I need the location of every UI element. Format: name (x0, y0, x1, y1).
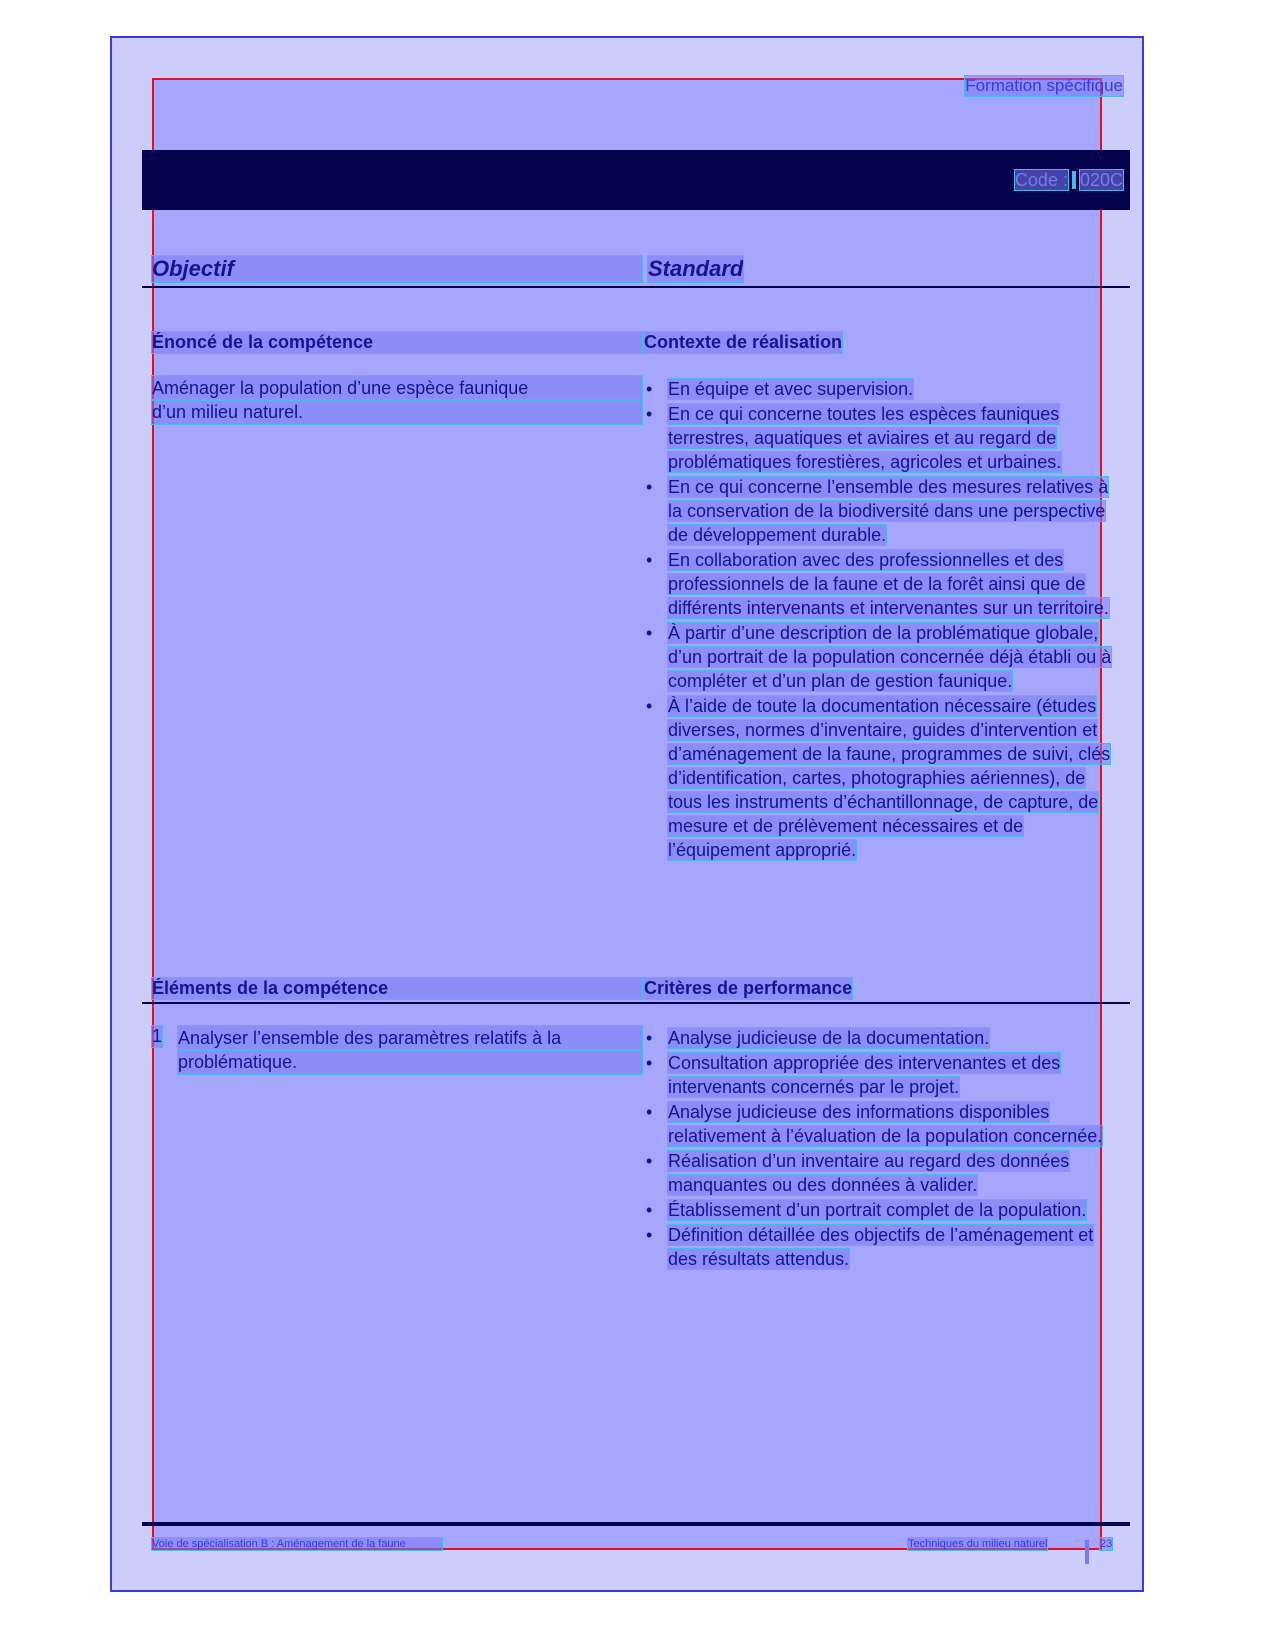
footer-left: Voie de spécialisation B : Aménagement de la faune (152, 1538, 442, 1550)
footer-divider (142, 1522, 1130, 1526)
list-item (644, 475, 1124, 547)
statement-line: Aménager la population d’une espèce faunique (152, 376, 642, 400)
list-item (644, 621, 1124, 693)
statement-line: d’un milieu naturel. (152, 400, 642, 424)
list-item-text: Définition détaillée des objectifs de l’aménagement et des résultats attendus. (668, 1225, 1094, 1269)
list-item-text: Analyse judicieuse des informations disponibles relativement à l’évaluation de la population concernée. (668, 1102, 1103, 1146)
list-item-text: En ce qui concerne l’ensemble des mesures relatives à la conservation de la biodiversité dans une perspective de développement durable. (668, 477, 1109, 545)
footer-right: Techniques du milieu naturel (908, 1538, 1048, 1550)
list-item (644, 1223, 1124, 1271)
list-item (644, 694, 1124, 862)
standard-heading: Standard (648, 256, 744, 281)
code-separator (1072, 171, 1076, 189)
element-line: problématique. (178, 1050, 642, 1074)
list-item (644, 548, 1124, 620)
list-item (644, 1026, 1124, 1050)
list-item-text: Consultation appropriée des intervenantes et des intervenants concernés par le projet. (668, 1053, 1061, 1097)
competence-element (178, 1026, 642, 1074)
page-number-bar (1085, 1540, 1089, 1564)
header-divider (142, 286, 1130, 288)
list-item-text: Analyse judicieuse de la documentation. (668, 1028, 990, 1048)
criteria-list (644, 1026, 1124, 1272)
list-item-text: En collaboration avec des professionnelles et des professionnels de la faune et de la forêt ainsi que de différents intervenants et intervenantes sur un territoire. (668, 550, 1109, 618)
code-field (1015, 170, 1123, 191)
context-list (644, 377, 1124, 863)
list-item (644, 1051, 1124, 1099)
statement-title: Énoncé de la compétence (152, 332, 642, 353)
list-item-text: En équipe et avec supervision. (668, 379, 914, 399)
list-item-text: À l’aide de toute la documentation nécessaire (études diverses, normes d’inventaire, guides d’intervention et d’aménagement de la faune, programmes de suivi, clés d’identification, cartes, photographies aériennes), de tous les instruments d’échantillonnage, de capture, de mesure et de prélèvement nécessaires et de l’équipement approprié. (668, 696, 1111, 860)
list-item-text: Réalisation d’un inventaire au regard des données manquantes ou des données à valider. (668, 1151, 1070, 1195)
list-item-text: Établissement d’un portrait complet de la population. (668, 1200, 1087, 1220)
list-item (644, 1149, 1124, 1197)
list-item (644, 1100, 1124, 1148)
top-label: Formation spécifique (965, 76, 1123, 95)
competence-statement (152, 376, 642, 424)
criteria-title: Critères de performance (644, 978, 853, 998)
list-item (644, 1198, 1124, 1222)
objective-heading: Objectif (152, 256, 642, 282)
element-number: 1 (152, 1026, 163, 1046)
context-title: Contexte de réalisation (644, 332, 843, 352)
elements-title: Éléments de la compétence (152, 978, 642, 999)
elements-divider (142, 1002, 1130, 1004)
header-band (142, 150, 1130, 210)
list-item-text: À partir d’une description de la problématique globale, d’un portrait de la population concernée déjà établi ou à compléter et d’un plan de gestion faunique. (668, 623, 1112, 691)
list-item (644, 402, 1124, 474)
list-item-text: En ce qui concerne toutes les espèces fauniques terrestres, aquatiques et aviaires et au regard de problématiques forestières, agricoles et urbaines. (668, 404, 1062, 472)
element-line: Analyser l’ensemble des paramètres relatifs à la (178, 1026, 642, 1050)
list-item (644, 377, 1124, 401)
code-label: Code : (1014, 170, 1068, 190)
code-value: 020C (1079, 170, 1123, 190)
page-number: 23 (1100, 1538, 1113, 1550)
